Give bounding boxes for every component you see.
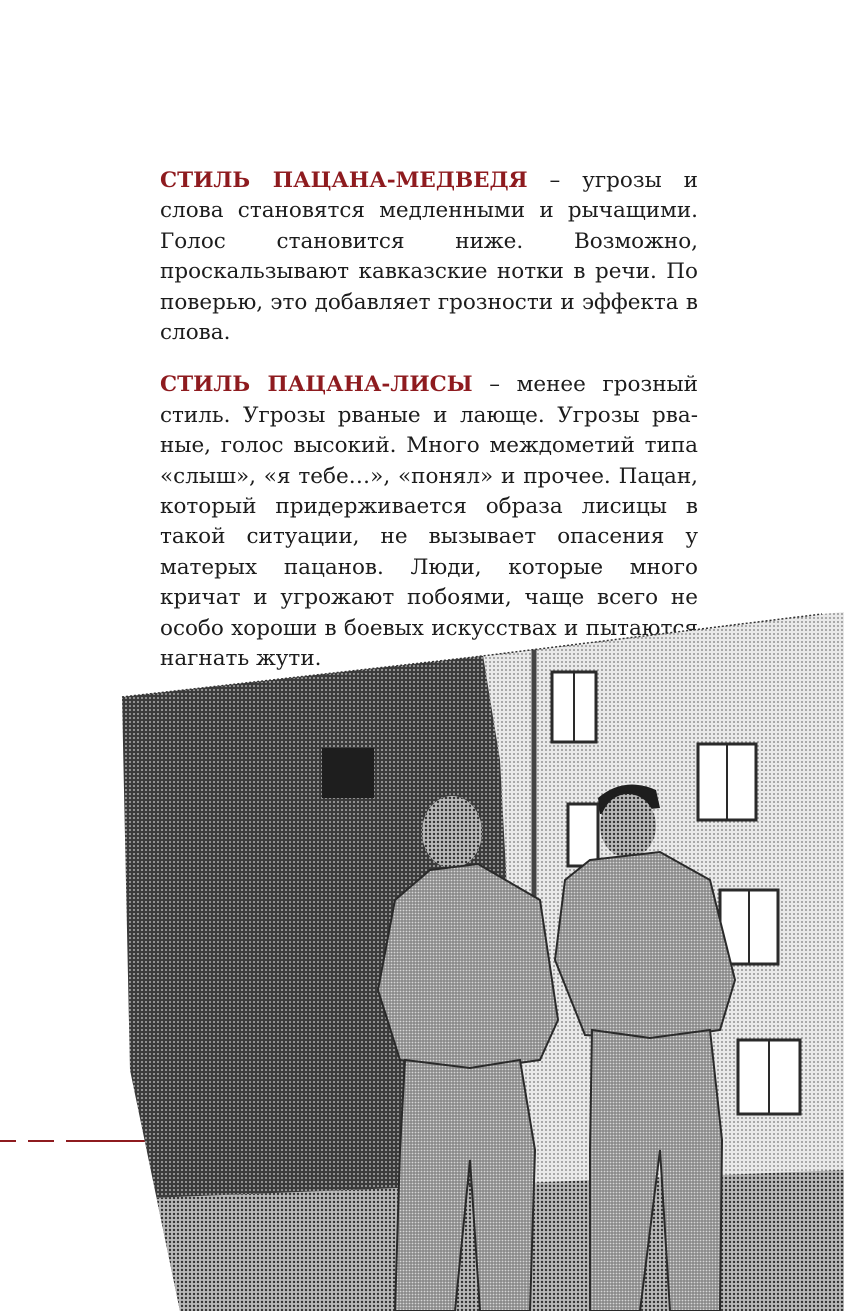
term-fox-style: СТИЛЬ ПАЦАНА-ЛИСЫ [160, 372, 473, 398]
term-bear-style: СТИЛЬ ПАЦАНА-МЕДВЕДЯ [160, 168, 528, 193]
fox-style-description: – менее грозный стиль. Угрозы рваные и лающе. Угрозы рваные, голос высокий. Много междометий типа «слыш», «я тебе…», «понял» и прочее. Пацан, который придерживается образа лисицы в такой ситуации, не вызывает опасения у матерых пацанов. Люди, которые много кричат и угрожают побоями, чаще всего не особо хороши в боевых искусствах и пытаются нагнать жути. [160, 372, 698, 672]
bear-style-description: – угрозы и слова становятся медленными и рычащими. Голос становится ниже. Возможно, проскальзывают кавказские нотки в речи. По поверью, это добавляет грозности и эффекта в слова. [160, 168, 698, 346]
